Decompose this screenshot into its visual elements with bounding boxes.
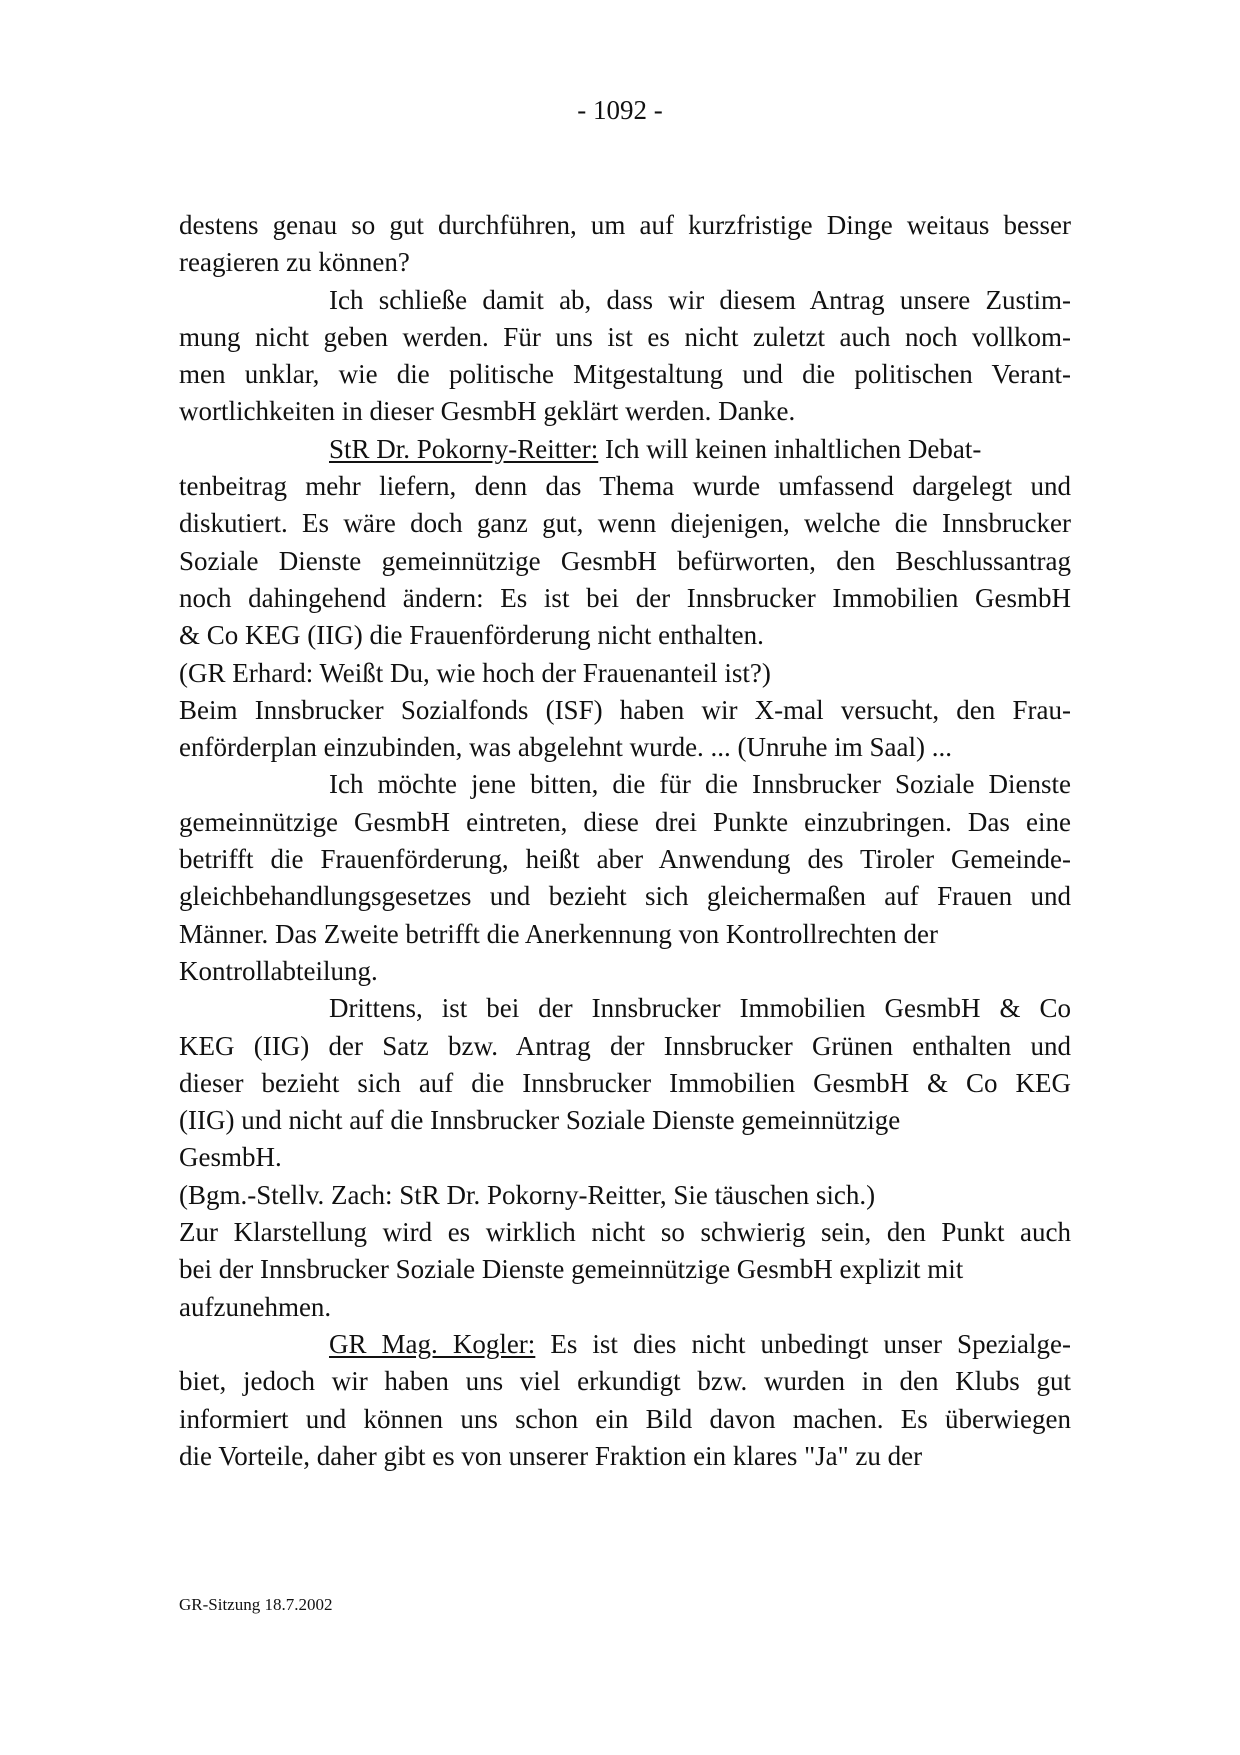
text-line: dieser bezieht sich auf die Innsbrucker Immobilien GesmbH & Co KEG	[179, 1067, 1071, 1098]
text-line: betrifft die Frauenförderung, heißt aber Anwendung des Tiroler Gemeinde-	[179, 844, 1071, 875]
text-line: Drittens, ist bei der Innsbrucker Immobilien GesmbH & Co	[329, 993, 1071, 1024]
text-line: bei der Innsbrucker Soziale Dienste gemeinnützige GesmbH explizit mit	[179, 1254, 964, 1285]
document-body	[179, 207, 1071, 1475]
text-line: men unklar, wie die politische Mitgestaltung und die politischen Verant-	[179, 359, 1071, 390]
text-line: gleichbehandlungsgesetzes und bezieht sich gleichermaßen auf Frauen und	[179, 881, 1071, 912]
text-line: gemeinnützige GesmbH eintreten, diese drei Punkte einzubringen. Das eine	[179, 806, 1071, 837]
text-line: tenbeitrag mehr liefern, denn das Thema wurde umfassend dargelegt und	[179, 471, 1071, 502]
footer-session-date: GR-Sitzung 18.7.2002	[179, 1595, 333, 1614]
text-line: Soziale Dienste gemeinnützige GesmbH befürworten, den Beschlussantrag	[179, 545, 1071, 576]
text-line: noch dahingehend ändern: Es ist bei der Innsbrucker Immobilien GesmbH	[179, 582, 1071, 613]
text-line: Kontrollabteilung.	[179, 955, 378, 986]
text-line: (IIG) und nicht auf die Innsbrucker Soziale Dienste gemeinnützige	[179, 1105, 901, 1136]
text-line: destens genau so gut durchführen, um auf kurzfristige Dinge weitaus besser	[179, 210, 1071, 240]
text-line: diskutiert. Es wäre doch ganz gut, wenn diejenigen, welche die Innsbrucker	[179, 508, 1071, 539]
text-line: wortlichkeiten in dieser GesmbH geklärt werden. Danke.	[179, 396, 796, 427]
text-line: die Vorteile, daher gibt es von unserer Fraktion ein klares "Ja" zu der	[179, 1440, 923, 1471]
interjection-line: (GR Erhard: Weißt Du, wie hoch der Frauenanteil ist?)	[179, 657, 771, 688]
text-line: Ich möchte jene bitten, die für die Innsbrucker Soziale Dienste	[329, 769, 1071, 800]
speaker-name: GR Mag. Kogler:	[329, 1328, 536, 1359]
text-line: enförderplan einzubinden, was abgelehnt wurde. ... (Unruhe im Saal) ...	[179, 732, 952, 763]
page-number: - 1092 -	[577, 95, 663, 125]
text-line: reagieren zu können?	[179, 247, 410, 278]
text-line: & Co KEG (IIG) die Frauenförderung nicht enthalten.	[179, 620, 764, 651]
speaker-name: StR Dr. Pokorny-Reitter:	[329, 433, 599, 464]
text-line: Männer. Das Zweite betrifft die Anerkennung von Kontrollrechten der	[179, 918, 939, 949]
text-line: Ich schließe damit ab, dass wir diesem Antrag unsere Zustim-	[329, 284, 1071, 315]
speaker-line	[179, 431, 1071, 468]
speaker-text: Ich will keinen inhaltlichen Debat-	[598, 433, 982, 464]
interjection-line: (Bgm.-Stellv. Zach: StR Dr. Pokorny-Reitter, Sie täuschen sich.)	[179, 1179, 876, 1210]
text-line: aufzunehmen.	[179, 1291, 332, 1322]
text-line: Beim Innsbrucker Sozialfonds (ISF) haben wir X-mal versucht, den Frau-	[179, 694, 1071, 725]
speaker-text: Es ist dies nicht unbedingt unser Spezialge-	[535, 1328, 1071, 1359]
text-line: KEG (IIG) der Satz bzw. Antrag der Innsbrucker Grünen enthalten und	[179, 1030, 1071, 1061]
text-line: informiert und können uns schon ein Bild davon machen. Es überwiegen	[179, 1403, 1071, 1434]
text-line: Zur Klarstellung wird es wirklich nicht so schwierig sein, den Punkt auch	[179, 1217, 1071, 1248]
speaker-line	[179, 1326, 1071, 1363]
text-line: GesmbH.	[179, 1142, 282, 1173]
text-line: mung nicht geben werden. Für uns ist es nicht zuletzt auch noch vollkom-	[179, 321, 1071, 352]
text-line: biet, jedoch wir haben uns viel erkundigt bzw. wurden in den Klubs gut	[179, 1366, 1071, 1397]
